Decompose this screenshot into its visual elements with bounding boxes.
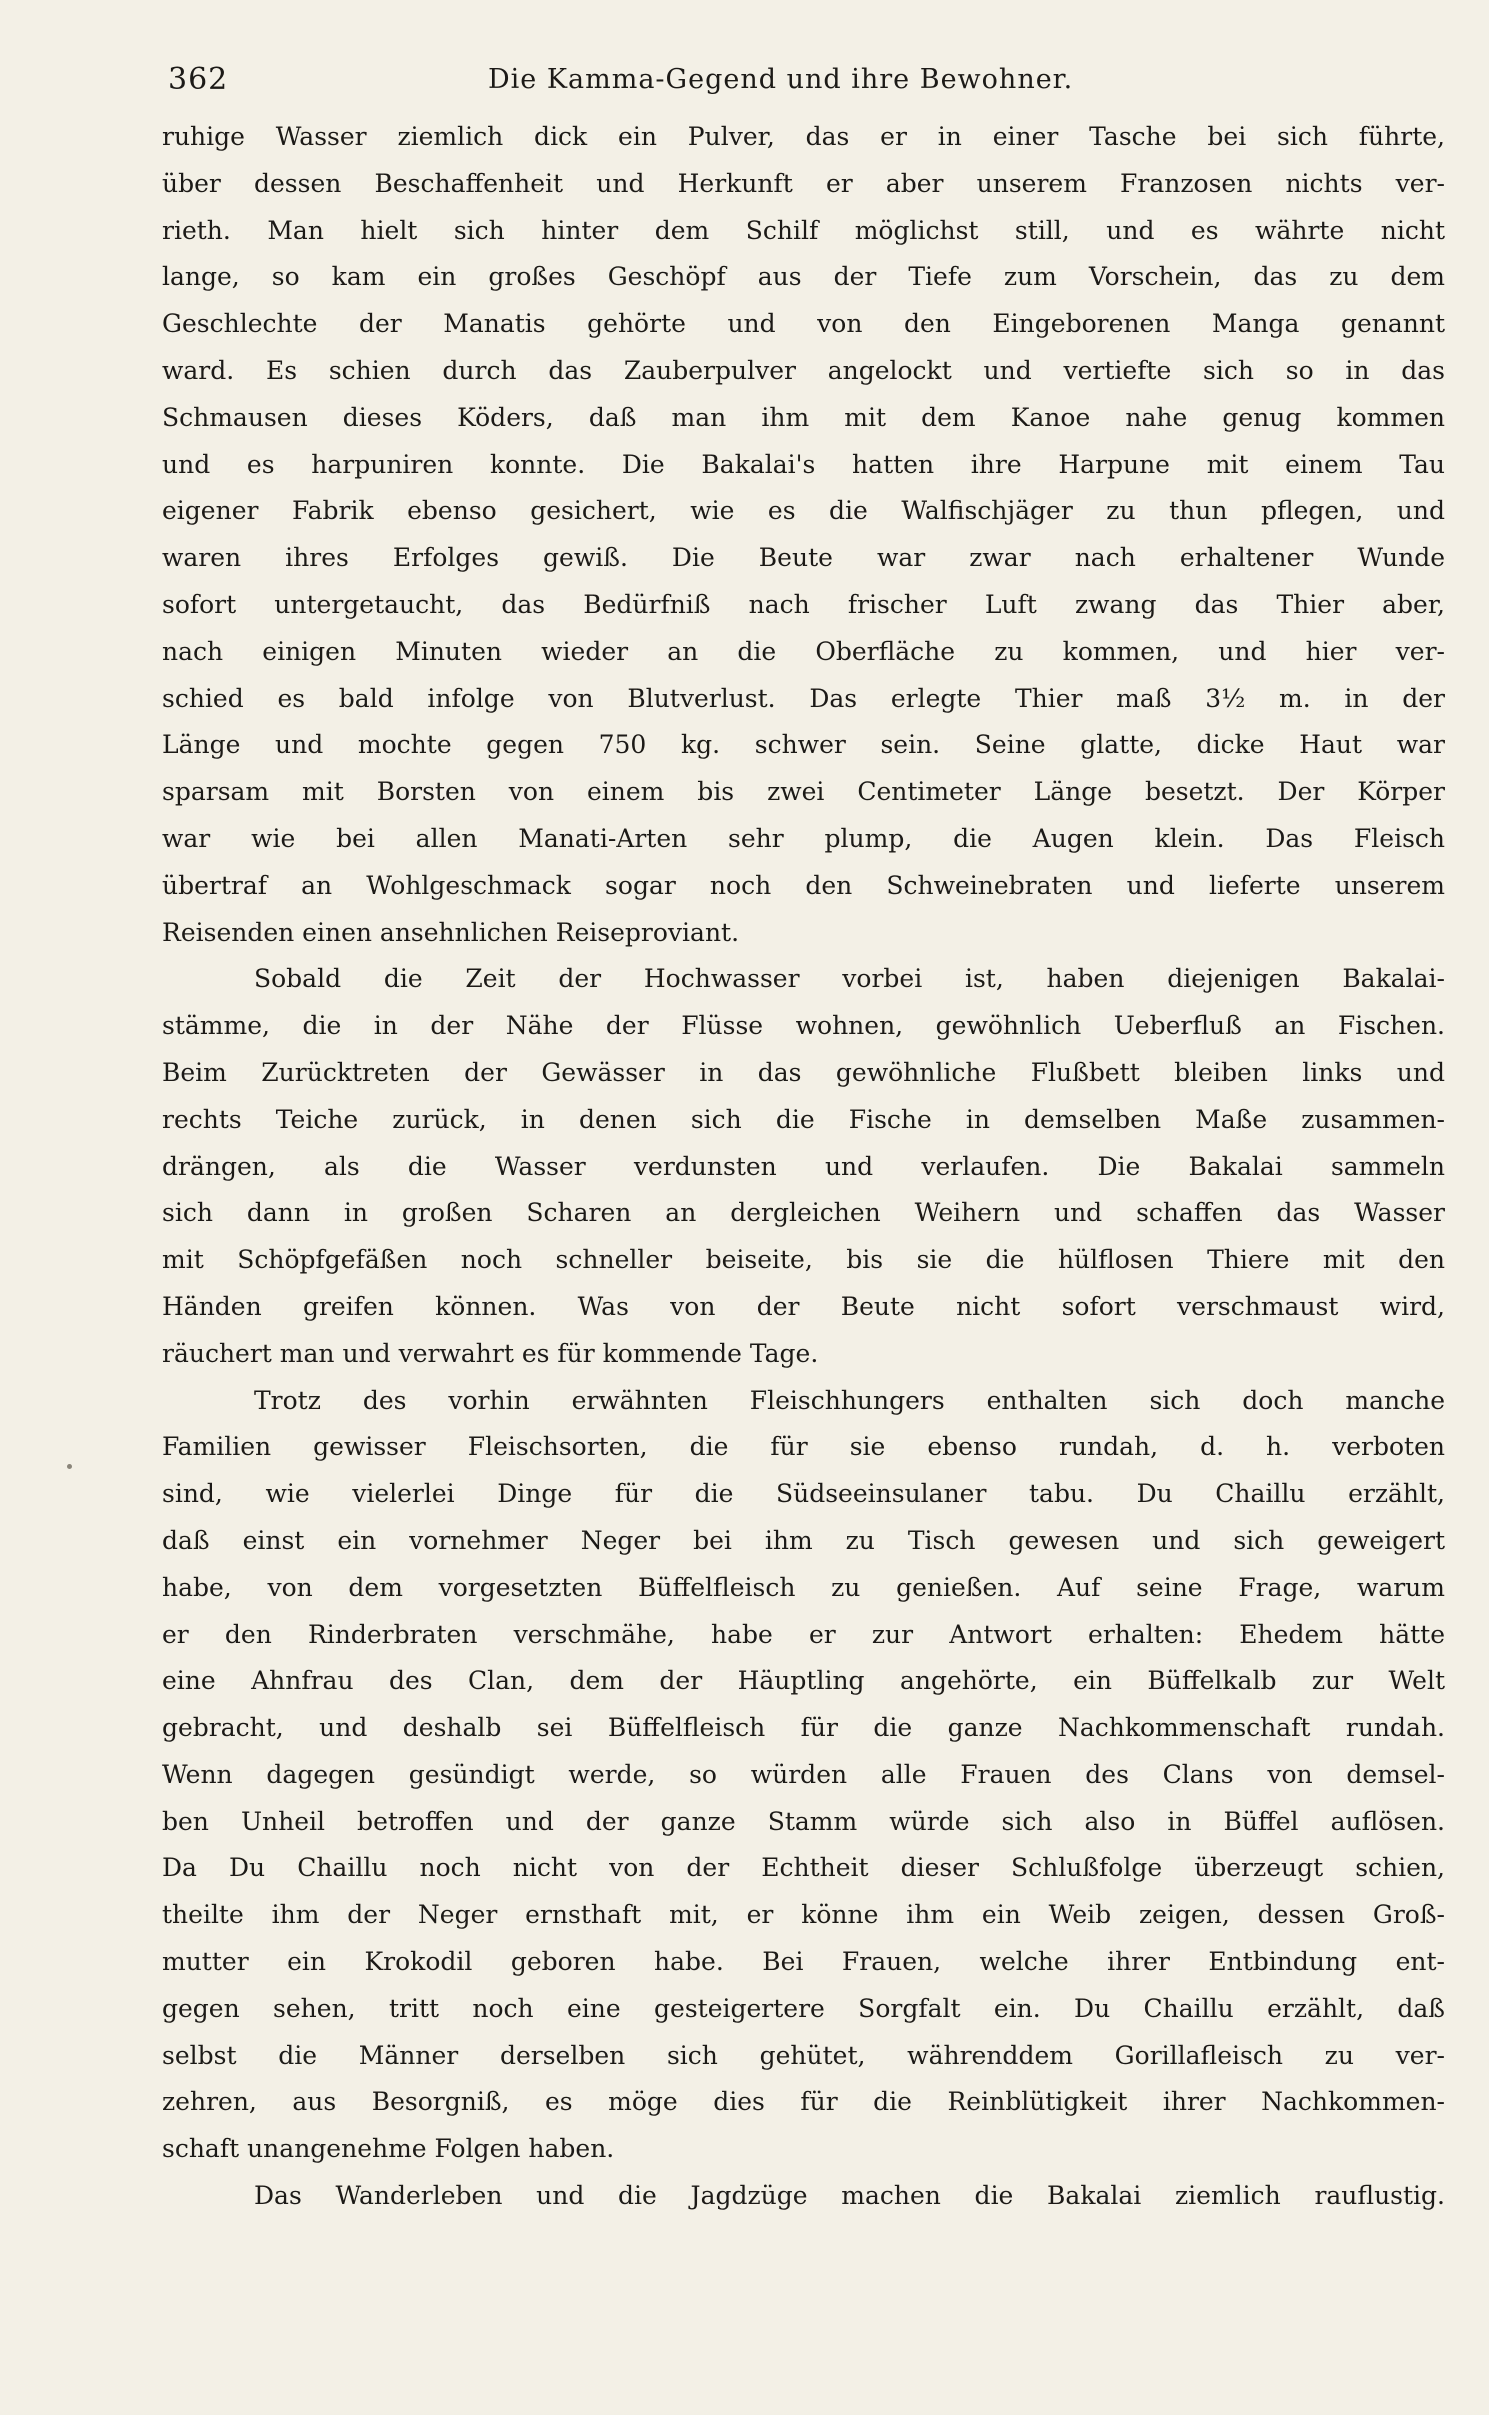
paragraph-first-line: Trotz des vorhin erwähnten Fleischhungers enthalten sich doch manche: [254, 1385, 1445, 1415]
text-line: sich dann in großen Scharen an dergleichen Weihern und schaffen das Wasser: [162, 1198, 1445, 1228]
text-line: lange, so kam ein großes Geschöpf aus der Tiefe zum Vorschein, das zu dem: [162, 262, 1445, 292]
text-line: Familien gewisser Fleischsorten, die für sie ebenso rundah, d. h. verboten: [162, 1432, 1445, 1462]
text-line: rieth. Man hielt sich hinter dem Schilf möglichst still, und es währte nicht: [162, 215, 1445, 245]
text-line: sind, wie vielerlei Dinge für die Südseeinsulaner tabu. Du Chaillu erzählt,: [162, 1479, 1445, 1509]
text-line: und es harpuniren konnte. Die Bakalai's hatten ihre Harpune mit einem Tau: [162, 449, 1445, 479]
text-line: ben Unheil betroffen und der ganze Stamm würde sich also in Büffel auflösen.: [162, 1806, 1445, 1836]
paragraph-first-line: Sobald die Zeit der Hochwasser vorbei ist, haben diejenigen Bakalai-: [254, 964, 1445, 994]
text-line: zehren, aus Besorgniß, es möge dies für die Reinblütigkeit ihrer Nachkommen-: [162, 2087, 1445, 2117]
text-line: schied es bald infolge von Blutverlust. Das erlegte Thier maß 3½ m. in der: [162, 683, 1445, 713]
text-line: Beim Zurücktreten der Gewässer in das gewöhnliche Flußbett bleiben links und: [162, 1057, 1445, 1087]
text-line: theilte ihm der Neger ernsthaft mit, er könne ihm ein Weib zeigen, dessen Groß-: [162, 1900, 1445, 1930]
text-line: gegen sehen, tritt noch eine gesteigertere Sorgfalt ein. Du Chaillu erzählt, daß: [162, 1993, 1445, 2023]
running-head: Die Kamma-Gegend und ihre Bewohner.: [488, 64, 1074, 95]
text-line: nach einigen Minuten wieder an die Oberfläche zu kommen, und hier ver-: [162, 636, 1445, 666]
text-line: eine Ahnfrau des Clan, dem der Häuptling angehörte, ein Büffelkalb zur Welt: [162, 1666, 1445, 1696]
text-line: Schmausen dieses Köders, daß man ihm mit dem Kanoe nahe genug kommen: [162, 402, 1445, 432]
text-line: Geschlechte der Manatis gehörte und von den Eingeborenen Manga genannt: [162, 309, 1445, 339]
text-line: daß einst ein vornehmer Neger bei ihm zu Tisch gewesen und sich geweigert: [162, 1525, 1445, 1555]
page-number: 362: [168, 62, 229, 97]
text-line: ward. Es schien durch das Zauberpulver angelockt und vertiefte sich so in das: [162, 355, 1445, 385]
text-line: Länge und mochte gegen 750 kg. schwer sein. Seine glatte, dicke Haut war: [162, 730, 1445, 760]
text-line: habe, von dem vorgesetzten Büffelfleisch zu genießen. Auf seine Frage, warum: [162, 1572, 1445, 1602]
text-line: über dessen Beschaffenheit und Herkunft er aber unserem Franzosen nichts ver-: [162, 168, 1445, 198]
paragraph-last-line: schaft unangenehme Folgen haben.: [162, 2134, 615, 2164]
paragraph-last-line: räuchert man und verwahrt es für kommende Tage.: [162, 1338, 819, 1368]
text-line: er den Rinderbraten verschmähe, habe er zur Antwort erhalten: Ehedem hätte: [162, 1619, 1445, 1649]
body-text: [162, 114, 1445, 2220]
text-line: eigener Fabrik ebenso gesichert, wie es die Walfischjäger zu thun pflegen, und: [162, 496, 1445, 526]
text-line: war wie bei allen Manati-Arten sehr plump, die Augen klein. Das Fleisch: [162, 823, 1445, 853]
paper-speck: [67, 1464, 72, 1469]
text-line: sofort untergetaucht, das Bedürfniß nach frischer Luft zwang das Thier aber,: [162, 589, 1445, 619]
text-line: selbst die Männer derselben sich gehütet, währenddem Gorillafleisch zu ver-: [162, 2040, 1445, 2070]
text-line: Händen greifen können. Was von der Beute nicht sofort verschmaust wird,: [162, 1291, 1445, 1321]
text-line: übertraf an Wohlgeschmack sogar noch den Schweinebraten und lieferte unserem: [162, 870, 1445, 900]
text-line: rechts Teiche zurück, in denen sich die Fische in demselben Maße zusammen-: [162, 1104, 1445, 1134]
paragraph-last-line: Reisenden einen ansehnlichen Reiseproviant.: [162, 917, 740, 947]
text-line: Da Du Chaillu noch nicht von der Echtheit dieser Schlußfolge überzeugt schien,: [162, 1853, 1445, 1883]
text-line: drängen, als die Wasser verdunsten und verlaufen. Die Bakalai sammeln: [162, 1151, 1445, 1181]
text-line: ruhige Wasser ziemlich dick ein Pulver, das er in einer Tasche bei sich führte,: [162, 122, 1445, 151]
text-line: waren ihres Erfolges gewiß. Die Beute war zwar nach erhaltener Wunde: [162, 543, 1445, 573]
text-line: gebracht, und deshalb sei Büffelfleisch für die ganze Nachkommenschaft rundah.: [162, 1713, 1445, 1743]
paragraph-first-line: Das Wanderleben und die Jagdzüge machen die Bakalai ziemlich rauflustig.: [254, 2181, 1445, 2211]
text-line: mit Schöpfgefäßen noch schneller beiseite, bis sie die hülflosen Thiere mit den: [162, 1245, 1445, 1275]
text-line: sparsam mit Borsten von einem bis zwei Centimeter Länge besetzt. Der Körper: [162, 777, 1445, 807]
text-line: stämme, die in der Nähe der Flüsse wohnen, gewöhnlich Ueberfluß an Fischen.: [162, 1011, 1445, 1041]
text-line: Wenn dagegen gesündigt werde, so würden alle Frauen des Clans von demsel-: [162, 1759, 1445, 1789]
page-header: [168, 62, 1440, 102]
text-line: mutter ein Krokodil geboren habe. Bei Frauen, welche ihrer Entbindung ent-: [162, 1947, 1445, 1977]
